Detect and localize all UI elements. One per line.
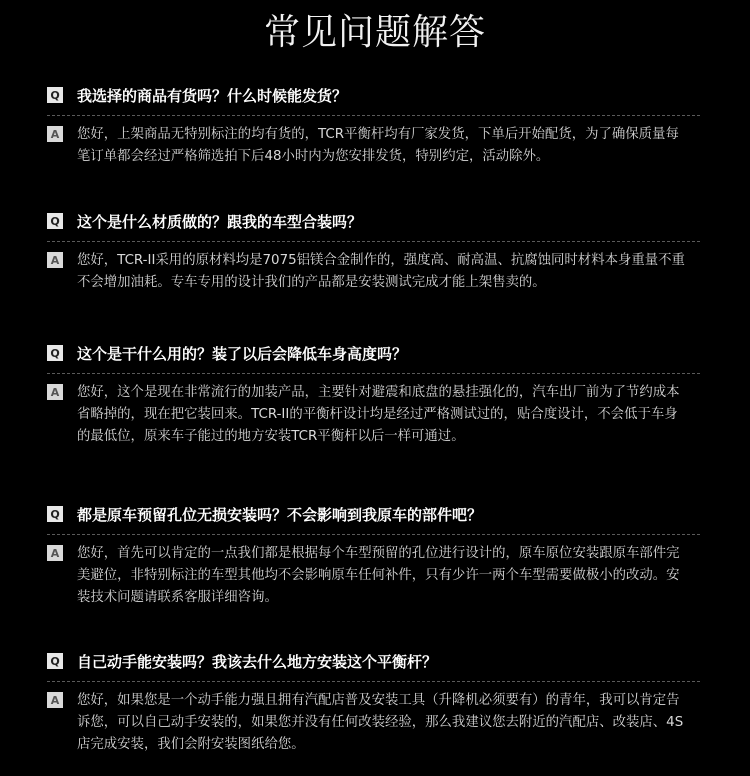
divider xyxy=(47,241,700,242)
answer-marker-icon: A xyxy=(47,126,63,142)
answer-row xyxy=(47,543,707,609)
divider xyxy=(47,373,700,374)
divider xyxy=(47,534,700,535)
question-marker-icon: Q xyxy=(47,87,63,103)
divider xyxy=(47,681,700,682)
answer-marker-icon: A xyxy=(47,252,63,268)
answer-row xyxy=(47,690,707,756)
question-marker-icon: Q xyxy=(47,345,63,361)
answer-text: 您好，这个是现在非常流行的加装产品，主要针对避震和底盘的悬挂强化的，汽车出厂前为了节约成本省略掉的，现在把它装回来。TCR-II的平衡杆设计均是经过严格测试过的，贴合度设计，不会低于车身的最低位，原来车子能过的地方安装TCR平衡杆以后一样可通过。 xyxy=(77,385,680,444)
question-text: 这个是干什么用的？装了以后会降低车身高度吗？ xyxy=(77,344,408,363)
question-marker-icon: Q xyxy=(47,506,63,522)
question-text: 自己动手能安装吗？我该去什么地方安装这个平衡杆？ xyxy=(77,652,438,671)
faq-item xyxy=(47,84,707,168)
question-marker-icon: Q xyxy=(47,213,63,229)
faq-item xyxy=(47,503,707,609)
faq-item xyxy=(47,650,707,756)
question-marker-icon: Q xyxy=(47,653,63,669)
question-text: 都是原车预留孔位无损安装吗？不会影响到我原车的部件吧？ xyxy=(77,505,483,524)
question-text: 这个是什么材质做的？跟我的车型合装吗？ xyxy=(77,212,363,231)
question-row xyxy=(47,503,707,525)
answer-text: 您好，上架商品无特别标注的均有货的，TCR平衡杆均有厂家发货，下单后开始配货，为了确保质量每笔订单都会经过严格筛选拍下后48小时内为您安排发货，特别约定，活动除外。 xyxy=(77,127,679,164)
question-text: 我选择的商品有货吗？什么时候能发货？ xyxy=(77,86,348,105)
answer-marker-icon: A xyxy=(47,545,63,561)
answer-row xyxy=(47,382,707,448)
question-row xyxy=(47,650,707,672)
answer-text: 您好，首先可以肯定的一点我们都是根据每个车型预留的孔位进行设计的，原车原位安装跟原车部件完美避位，非特别标注的车型其他均不会影响原车任何补件，只有少许一两个车型需要做极小的改动。安装技术问题请联系客服详细咨询。 xyxy=(77,546,680,605)
answer-row xyxy=(47,124,707,168)
answer-marker-icon: A xyxy=(47,384,63,400)
answer-row xyxy=(47,250,707,294)
question-row xyxy=(47,84,707,106)
question-row xyxy=(47,342,707,364)
faq-item xyxy=(47,210,707,294)
question-row xyxy=(47,210,707,232)
page-title: 常见问题解答 xyxy=(263,12,486,53)
faq-item xyxy=(47,342,707,448)
answer-text: 您好，如果您是一个动手能力强且拥有汽配店普及安装工具（升降机必须要有）的青年，我可以肯定告诉您，可以自己动手安装的，如果您并没有任何改装经验，那么我建议您去附近的汽配店、改装店、4S店完成安装，我们会附安装图纸给您。 xyxy=(77,693,684,752)
divider xyxy=(47,115,700,116)
answer-marker-icon: A xyxy=(47,692,63,708)
answer-text: 您好，TCR-II采用的原材料均是7075铝镁合金制作的，强度高、耐高温、抗腐蚀同时材料本身重量不重不会增加油耗。专车专用的设计我们的产品都是安装测试完成才能上架售卖的。 xyxy=(77,253,685,290)
